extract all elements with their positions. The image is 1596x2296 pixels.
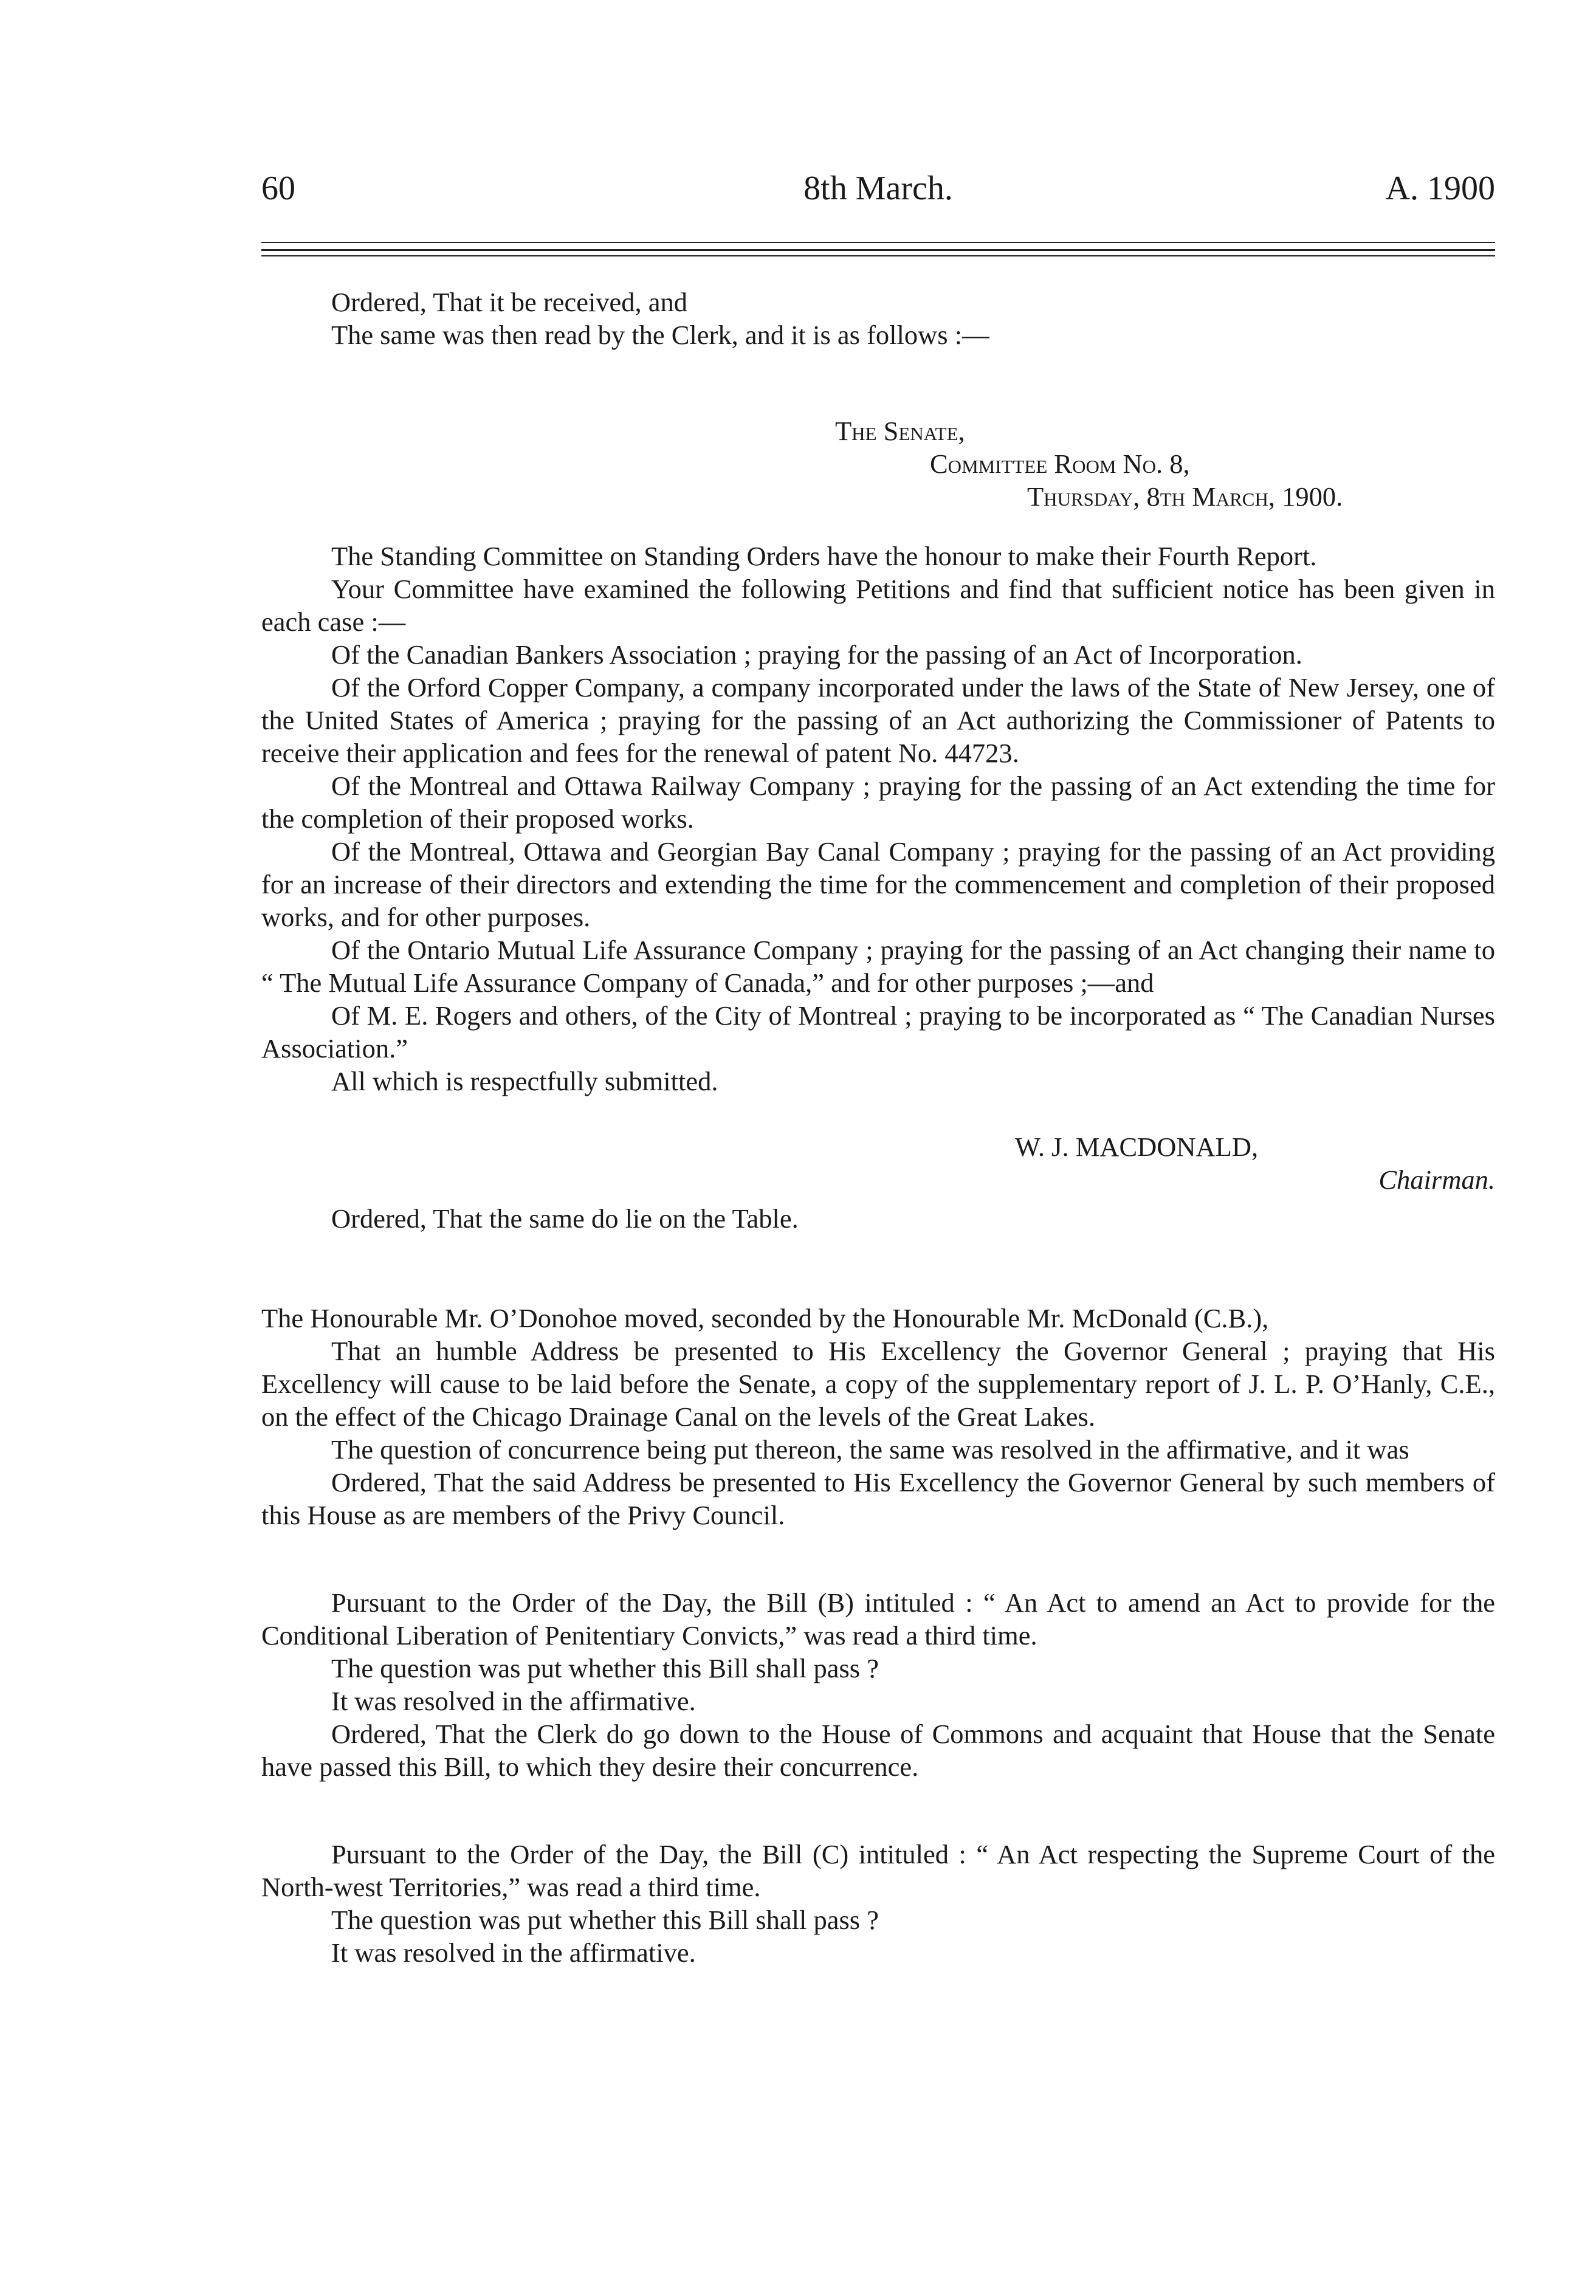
report-address bbox=[261, 414, 1495, 513]
bill-b-paragraph-3: It was resolved in the affirmative. bbox=[331, 1686, 696, 1716]
report-paragraph-1: The Standing Committee on Standing Orders have the honour to make their Fourth Report. bbox=[331, 541, 1317, 571]
motion-paragraph-2: That an humble Address be presented to His Excellency the Governor General ; praying that His Excellency will cause to be laid before the Senate, a copy of the supplementary report of J. L. P. O’Hanly, C.E., on the effect of the Chicago Drainage Canal on the levels of the Great Lakes. bbox=[261, 1336, 1495, 1432]
report-paragraph-8: Of M. E. Rogers and others, of the City of Montreal ; praying to be incorporated as “ The Canadian Nurses Association.” bbox=[261, 1000, 1495, 1064]
report-paragraph-2: Your Committee have examined the following Petitions and find that sufficient notice has been given in each case :— bbox=[261, 574, 1495, 637]
header-date: 8th March. bbox=[803, 170, 953, 207]
bill-c-paragraph-1: Pursuant to the Order of the Day, the Bill (C) intituled : “ An Act respecting the Supreme Court of the North-west Territories,” was read a third time. bbox=[261, 1839, 1495, 1902]
section-gap bbox=[261, 1235, 1495, 1302]
address-date-text: Thursday, 8th March, 1900. bbox=[1027, 481, 1343, 512]
bill-c-paragraph-3: It was resolved in the affirmative. bbox=[331, 1937, 696, 1968]
header-rule-bottom bbox=[261, 255, 1495, 256]
report-paragraph-7: Of the Ontario Mutual Life Assurance Company ; praying for the passing of an Act changing their name to “ The Mutual Life Assurance Company of Canada,” and for other purposes ;—and bbox=[261, 935, 1495, 998]
page-body bbox=[261, 286, 1495, 1969]
report-paragraph-4: Of the Orford Copper Company, a company incorporated under the laws of the State of New Jersey, one of the United States of America ; praying for the passing of an Act authorizing the Commissioner of Patents to receive their application and fees for the renewal of patent No. 44723. bbox=[261, 672, 1495, 768]
report-paragraph-6: Of the Montreal, Ottawa and Georgian Bay Canal Company ; praying for the passing of an Act providing for an increase of their directors and extending the time for the commencement and completion of their proposed works, and for other purposes. bbox=[261, 836, 1495, 932]
signature-title: Chairman. bbox=[1378, 1164, 1495, 1195]
page-number: 60 bbox=[261, 170, 295, 207]
opening-line-2: The same was then read by the Clerk, and it is as follows :— bbox=[331, 320, 989, 350]
report-ordered: Ordered, That the same do lie on the Table. bbox=[331, 1203, 799, 1234]
motion-paragraph-4: Ordered, That the said Address be presented to His Excellency the Governor General by such members of this House as are members of the Privy Council. bbox=[261, 1467, 1495, 1530]
section-gap bbox=[261, 1783, 1495, 1838]
bill-b-paragraph-4: Ordered, That the Clerk do go down to the House of Commons and acquaint that House that the Senate have passed this Bill, to which they desire their concurrence. bbox=[261, 1719, 1495, 1782]
signature-block bbox=[261, 1130, 1495, 1196]
signature-name: W. J. MACDONALD, bbox=[1015, 1132, 1259, 1162]
report-paragraph-9: All which is respectfully submitted. bbox=[331, 1066, 718, 1096]
report-paragraph-3: Of the Canadian Bankers Association ; praying for the passing of an Act of Incorporation. bbox=[331, 639, 1302, 670]
header-rule-top bbox=[261, 242, 1495, 243]
report-paragraph-5: Of the Montreal and Ottawa Railway Company ; praying for the passing of an Act extending the time for the completion of their proposed works. bbox=[261, 771, 1495, 834]
section-gap bbox=[261, 1531, 1495, 1586]
bill-b-paragraph-2: The question was put whether this Bill shall pass ? bbox=[331, 1653, 879, 1683]
address-committee-room: Committee Room No. 8, bbox=[930, 449, 1190, 479]
bill-c-paragraph-2: The question was put whether this Bill shall pass ? bbox=[331, 1905, 879, 1935]
address-date bbox=[261, 480, 1495, 513]
header-year: A. 1900 bbox=[1385, 170, 1495, 207]
page-header bbox=[261, 169, 1495, 224]
motion-paragraph-3: The question of concurrence being put thereon, the same was resolved in the affirmative, and it was bbox=[331, 1434, 1409, 1465]
opening-line-1: Ordered, That it be received, and bbox=[331, 287, 688, 317]
address-senate: The Senate, bbox=[835, 416, 965, 446]
header-rule-middle bbox=[261, 249, 1495, 251]
motion-paragraph-1: The Honourable Mr. O’Donohoe moved, seconded by the Honourable Mr. McDonald (C.B.), bbox=[261, 1303, 1269, 1333]
bill-b-paragraph-1: Pursuant to the Order of the Day, the Bill (B) intituled : “ An Act to amend an Act to provide for the Conditional Liberation of Penitentiary Convicts,” was read a third time. bbox=[261, 1587, 1495, 1651]
